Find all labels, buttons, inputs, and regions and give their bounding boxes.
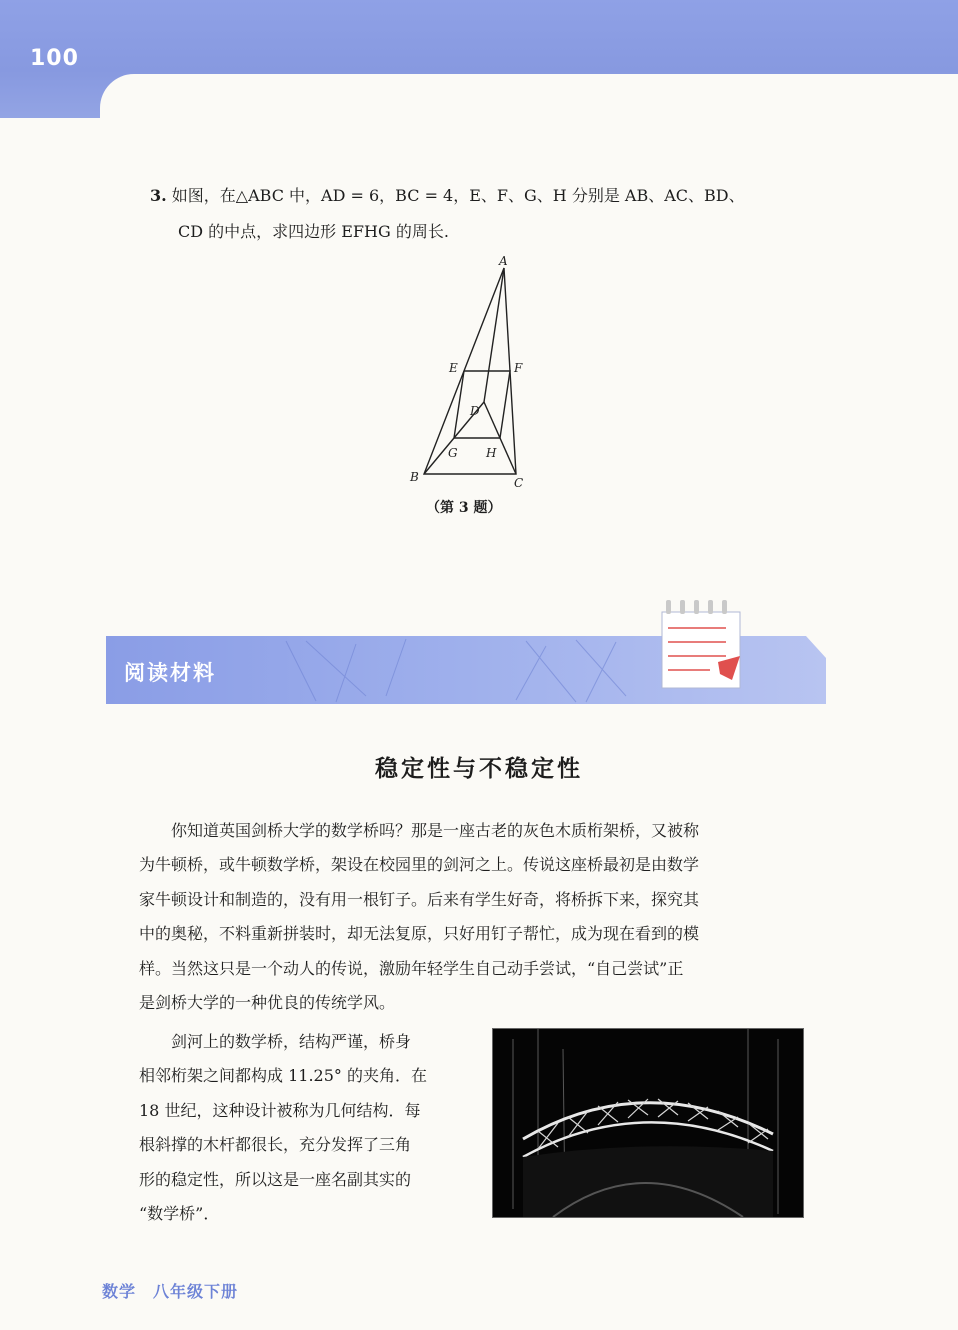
paragraph-2-line: 根斜撑的木杆都很长，充分发挥了三角	[139, 1135, 412, 1155]
paragraph-1-line: 家牛顿设计和制造的，没有用一根钉子。后来有学生好奇，将桥拆下来，探究其	[139, 889, 700, 909]
paragraph-1-line: 为牛顿桥，或牛顿数学桥，架设在校园里的剑河之上。传说这座桥最初是由数学	[139, 855, 700, 875]
page-number: 100	[30, 46, 79, 71]
paragraph-2-line: 18 世纪，这种设计被称为几何结构．每	[139, 1100, 421, 1120]
figure-caption: （第 3 题）	[426, 500, 502, 516]
footer-book-title: 数学 八年级下册	[102, 1282, 239, 1301]
segment-ad	[484, 268, 504, 402]
label-h: H	[486, 446, 497, 460]
paragraph-1	[139, 814, 801, 1020]
paragraph-2-line: 相邻桁架之间都构成 11.25° 的夹角．在	[139, 1066, 427, 1086]
paragraph-1-line: 中的奥秘，不料重新拼装时，却无法复原，只好用钉子帮忙，成为现在看到的模	[139, 924, 700, 944]
label-b: B	[410, 470, 419, 484]
label-f: F	[514, 361, 523, 375]
reading-banner-label: 阅读材料	[124, 661, 216, 685]
paragraph-2-line: “数学桥”．	[139, 1204, 220, 1224]
label-c: C	[514, 476, 524, 490]
problem-3	[150, 178, 810, 250]
paragraph-1-line: 是剑桥大学的一种优良的传统学风。	[139, 993, 396, 1013]
label-e: E	[449, 361, 458, 375]
article-title: 稳定性与不稳定性	[375, 756, 583, 782]
problem-number: 3.	[150, 186, 167, 205]
header-notch	[100, 74, 958, 118]
paragraph-1-line: 样。当然这只是一个动人的传说，激励年轻学生自己动手尝试，“自己尝试”正	[139, 958, 684, 978]
problem-text-1: 如图，在△ABC 中，AD = 6，BC = 4，E、F、G、H 分别是 AB、AC、BD、	[171, 186, 745, 205]
label-a: A	[499, 254, 508, 268]
paragraph-2	[139, 1025, 469, 1231]
problem-line-1	[150, 178, 810, 214]
paragraph-1-line: 你知道英国剑桥大学的数学桥吗？那是一座古老的灰色木质桁架桥，又被称	[139, 821, 700, 840]
problem-text-2: CD 的中点，求四边形 EFHG 的周长.	[178, 222, 449, 241]
triangle-figure	[400, 252, 540, 492]
notebook-icon	[660, 600, 742, 690]
label-d: D	[470, 404, 480, 418]
label-g: G	[448, 446, 458, 460]
bridge-photo	[492, 1028, 804, 1218]
paragraph-2-line: 形的稳定性，所以这是一座名副其实的	[139, 1169, 412, 1189]
paragraph-2-line: 剑河上的数学桥，结构严谨，桥身	[139, 1032, 412, 1051]
